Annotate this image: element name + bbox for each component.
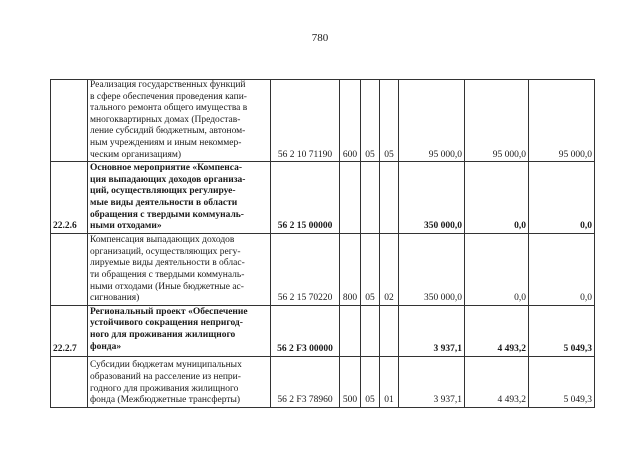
- row-rz: 05: [361, 356, 380, 407]
- row-pr: [380, 305, 399, 356]
- page-number: 780: [311, 32, 329, 44]
- row-pr: 05: [380, 80, 399, 162]
- row-rz: [361, 305, 380, 356]
- row-code: 56 2 F3 78960: [271, 356, 340, 407]
- row-vr: 500: [340, 356, 361, 407]
- row-amount-2: 95 000,0: [465, 80, 529, 162]
- row-name: Региональный проект «Обеспечение устойчивого сокращения непригод- ного для проживания жилищного фонда»: [88, 305, 271, 356]
- row-code: 56 2 10 71190: [271, 80, 340, 162]
- row-code: 56 2 15 00000: [271, 162, 340, 234]
- row-vr: [340, 162, 361, 234]
- row-name: Реализация государственных функций в сфере обеспечения проведения капи- тального ремонта общего имущества в многоквартирных домах (Предостав- ление субсидий бюджетным, автоном- ным учреждениям и иным некоммер- ческим организациям): [88, 80, 271, 162]
- row-pr: 01: [380, 356, 399, 407]
- row-pr: [380, 162, 399, 234]
- row-pr: 02: [380, 233, 399, 305]
- row-amount-2: 4 493,2: [465, 305, 529, 356]
- row-code: 56 2 F3 00000: [271, 305, 340, 356]
- row-name: Компенсация выпадающих доходов организаций, осуществляющих регу- лируемые виды деятельности в облас- ти обращения с твердыми коммуналь- ными отходами (Иные бюджетные ас- сигнования): [88, 233, 271, 305]
- row-vr: 600: [340, 80, 361, 162]
- row-name: Субсидии бюджетам муниципальных образований на расселение из непри- годного для проживания жилищного фонда (Межбюджетные трансферты): [88, 356, 271, 407]
- row-amount-2: 4 493,2: [465, 356, 529, 407]
- row-amount-1: 3 937,1: [399, 356, 465, 407]
- row-rz: [361, 162, 380, 234]
- row-amount-3: 95 000,0: [529, 80, 595, 162]
- row-amount-3: 0,0: [529, 162, 595, 234]
- row-vr: [340, 305, 361, 356]
- row-name: Основное мероприятие «Компенса- ция выпадающих доходов организа- ций, осуществляющих регулируе- мые виды деятельности в области обращения с твердыми коммуналь- ными отходами»: [88, 162, 271, 234]
- row-number: 22.2.7: [51, 305, 88, 356]
- row-amount-1: 95 000,0: [399, 80, 465, 162]
- row-amount-3: 5 049,3: [529, 305, 595, 356]
- row-rz: 05: [361, 233, 380, 305]
- row-amount-3: 5 049,3: [529, 356, 595, 407]
- table-row: [51, 233, 595, 305]
- table-row: [51, 162, 595, 234]
- table-row: [51, 356, 595, 407]
- row-number: 22.2.6: [51, 162, 88, 234]
- row-amount-1: 350 000,0: [399, 162, 465, 234]
- row-number: [51, 80, 88, 162]
- row-number: [51, 233, 88, 305]
- row-rz: 05: [361, 80, 380, 162]
- table-row: [51, 305, 595, 356]
- row-code: 56 2 15 70220: [271, 233, 340, 305]
- row-amount-1: 3 937,1: [399, 305, 465, 356]
- row-vr: 800: [340, 233, 361, 305]
- row-amount-1: 350 000,0: [399, 233, 465, 305]
- row-number: [51, 356, 88, 407]
- budget-table: [50, 79, 595, 408]
- row-amount-3: 0,0: [529, 233, 595, 305]
- row-amount-2: 0,0: [465, 162, 529, 234]
- table-row: [51, 80, 595, 162]
- row-amount-2: 0,0: [465, 233, 529, 305]
